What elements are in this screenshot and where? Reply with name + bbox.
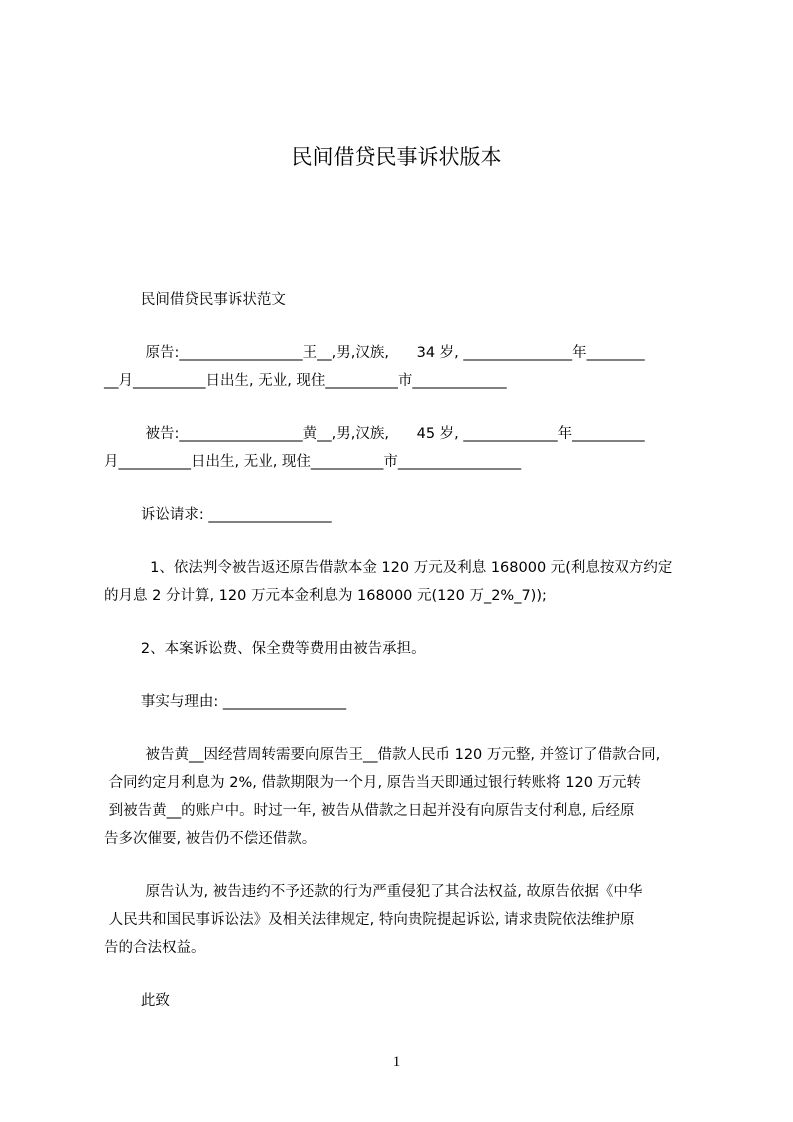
text-line: 事实与理由: _________________ — [104, 694, 347, 710]
text-line: 到被告黄__的账户中。时过一年, 被告从借款之日起并没有向原告支付利息, 后经原 — [104, 803, 635, 819]
subtitle — [104, 286, 704, 314]
document-body — [104, 286, 704, 1040]
text-line: 告多次催要, 被告仍不偿还借款。 — [104, 831, 317, 847]
text-line: 原告认为, 被告违约不予还款的行为严重侵犯了其合法权益, 故原告依据《中华 — [104, 884, 643, 900]
text-line: 被告黄__因经营周转需要向原告王__借款人民币 120 万元整, 并签订了借款合同, — [104, 747, 661, 763]
text-line: 此致 — [104, 993, 170, 1009]
reasons-paragraph — [104, 878, 704, 962]
text-line: 的月息 2 分计算, 120 万元本金利息为 168000 元(120 万_2%_7)); — [104, 588, 547, 604]
text-line: 民间借贷民事诉状范文 — [104, 292, 286, 308]
text-line: 合同约定月利息为 2%, 借款期限为一个月, 原告当天即通过银行转账将 120 万元转 — [104, 775, 642, 791]
text-line: 1、依法判令被告返还原告借款本金 120 万元及利息 168000 元(利息按双方约定 — [104, 560, 673, 576]
claim-2 — [104, 635, 704, 663]
closing — [104, 987, 704, 1015]
text-line: 月__________日出生, 无业, 现住__________市_________________ — [104, 454, 522, 470]
claims-heading — [104, 501, 704, 529]
plaintiff-info — [104, 339, 704, 395]
claim-1 — [104, 554, 704, 610]
page-number: 1 — [392, 1054, 401, 1070]
text-line: 被告:_________________黄__,男,汉族, 45 岁, _____________年__________ — [104, 426, 645, 442]
facts-paragraph — [104, 741, 704, 853]
text-line: 人民共和国民事诉讼法》及相关法律规定, 特向贵院提起诉讼, 请求贵院依法维护原 — [104, 912, 635, 928]
text-line: __月__________日出生, 无业, 现住__________市_____________ — [104, 373, 507, 389]
text-line: 原告:_________________王__,男,汉族, 34 岁, _______________年________ — [104, 345, 645, 361]
text-line: 告的合法权益。 — [104, 940, 206, 956]
defendant-info — [104, 420, 704, 476]
text-line: 诉讼请求: _________________ — [104, 507, 332, 523]
document-title: 民间借贷民事诉状版本 — [291, 145, 502, 169]
facts-heading — [104, 688, 704, 716]
text-line: 2、本案诉讼费、保全费等费用由被告承担。 — [104, 641, 426, 657]
